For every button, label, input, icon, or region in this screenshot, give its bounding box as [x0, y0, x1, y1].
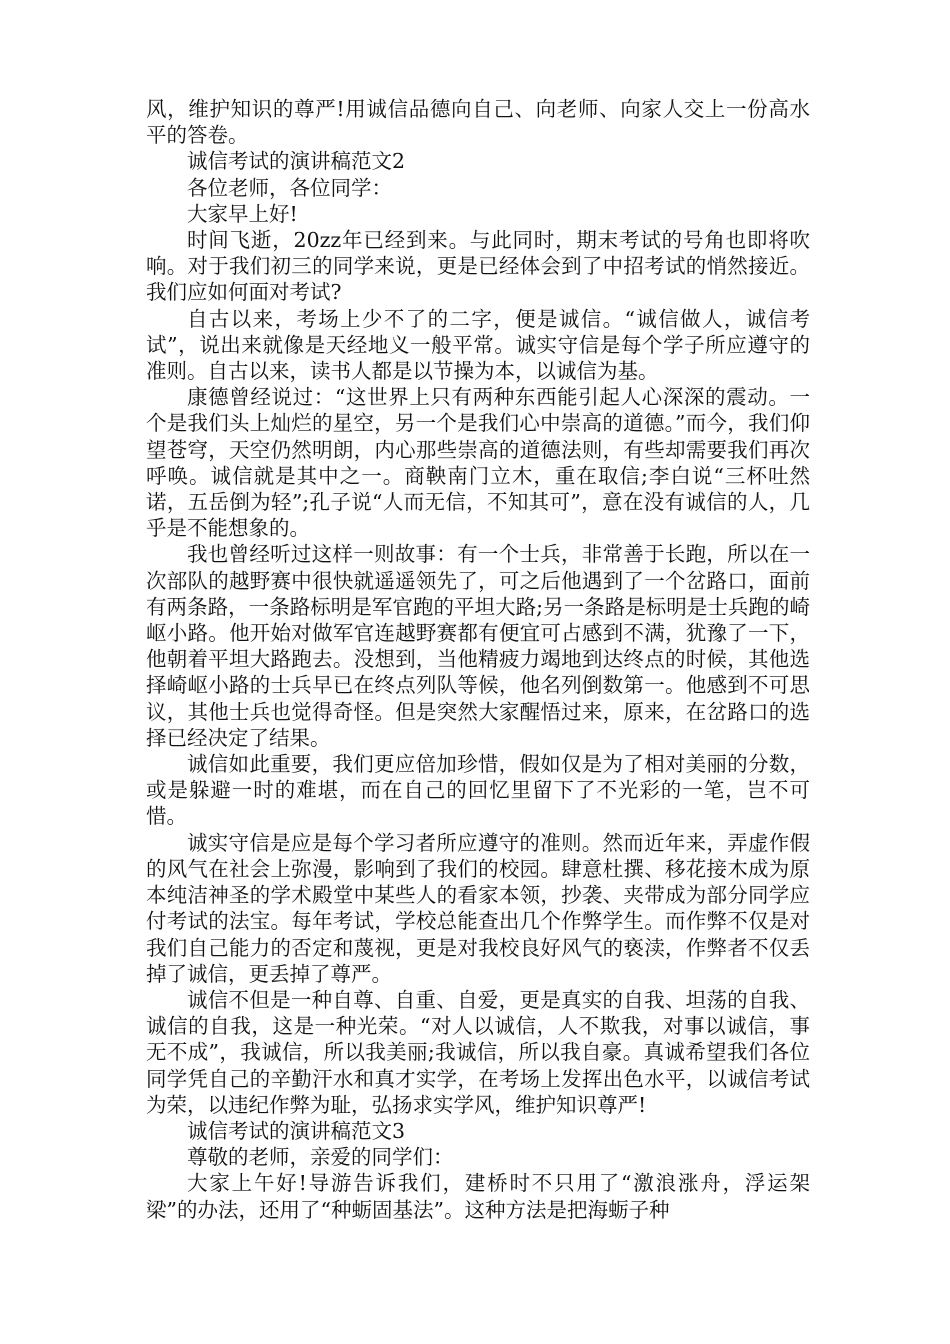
- salutation: 尊敬的老师，亲爱的同学们：: [187, 1145, 454, 1170]
- paragraph: 康德曾经说过：“这世界上只有两种东西能引起人心深深的震动。一个是我们头上灿烂的星空，另一个是我们心中崇高的道德。”而今，我们仰望苍穹，天空仍然明朗，内心那些崇高的道德法则，有些却需要我们再次呼唤。诚信就是其中之一。商鞅南门立木，重在取信;李白说“三杯吐然诺，五岳倒为轻”;孔子说“人而无信，不知其可”，意在没有诚信的人，几乎是不能想象的。: [146, 385, 810, 541]
- salutation: 各位老师，各位同学：: [187, 175, 392, 200]
- paragraph: 我也曾经听过这样一则故事：有一个士兵，非常善于长跑，所以在一次部队的越野赛中很快就遥遥领先了，可之后他遇到了一个岔路口，面前有两条路，一条路标明是军官跑的平坦大路;另一条路是标明是士兵跑的崎岖小路。他开始对做军官连越野赛都有便宜可占感到不满，犹豫了一下，他朝着平坦大路跑去。没想到，当他精疲力竭地到达终点的时候，其他选择崎岖小路的士兵早已在终点列队等候，他名列倒数第一。他感到不可思议，其他士兵也觉得奇怪。但是突然大家醒悟过来，原来，在岔路口的选择已经决定了结果。: [146, 542, 810, 750]
- paragraph: 大家上午好!导游告诉我们，建桥时不只用了“激浪涨舟，浮运架梁”的办法，还用了“种蛎固基法”。这种方法是把海蛎子种: [146, 1171, 810, 1222]
- paragraph: 诚实守信是应是每个学习者所应遵守的准则。然而近年来，弄虚作假的风气在社会上弥漫，影响到了我们的校园。肆意杜撰、移花接木成为原本纯洁神圣的学术殿堂中某些人的看家本领，抄袭、夹带成为部分同学应付考试的法宝。每年考试，学校总能查出几个作弊学生。而作弊不仅是对我们自己能力的否定和蔑视，更是对我校良好风气的亵渎，作弊者不仅丢掉了诚信，更丢掉了尊严。: [146, 830, 810, 986]
- section-heading-2: 诚信考试的演讲稿范文2: [187, 149, 406, 174]
- paragraph: 诚信不但是一种自尊、自重、自爱，更是真实的自我、坦荡的自我、诚信的自我，这是一种光荣。“对人以诚信，人不欺我，对事以诚信，事无不成”，我诚信，所以我美丽;我诚信，所以我自豪。真诚希望我们各位同学凭自己的辛勤汗水和真才实学，在考场上发挥出色水平，以诚信考试为荣，以违纪作弊为耻，弘扬求实学风，维护知识尊严!: [146, 987, 810, 1117]
- paragraph: 诚信如此重要，我们更应倍加珍惜，假如仅是为了相对美丽的分数，或是躲避一时的难堪，而在自己的回忆里留下了不光彩的一笔，岂不可惜。: [146, 752, 810, 829]
- paragraph: 自古以来，考场上少不了的二字，便是诚信。“诚信做人，诚信考试”，说出来就像是天经地义一般平常。诚实守信是每个学子所应遵守的准则。自古以来，读书人都是以节操为本，以诚信为基。: [146, 306, 810, 384]
- paragraph-closing-previous: 风，维护知识的尊严!用诚信品德向自己、向老师、向家人交上一份高水平的答卷。: [146, 97, 810, 148]
- greeting: 大家早上好!: [187, 201, 298, 226]
- section-heading-3: 诚信考试的演讲稿范文3: [187, 1118, 406, 1143]
- document-body: [146, 96, 810, 1223]
- paragraph: 时间飞逝，20zz年已经到来。与此同时，期末考试的号角也即将吹响。对于我们初三的同学来说，更是已经体会到了中招考试的悄然接近。我们应如何面对考试?: [146, 228, 810, 305]
